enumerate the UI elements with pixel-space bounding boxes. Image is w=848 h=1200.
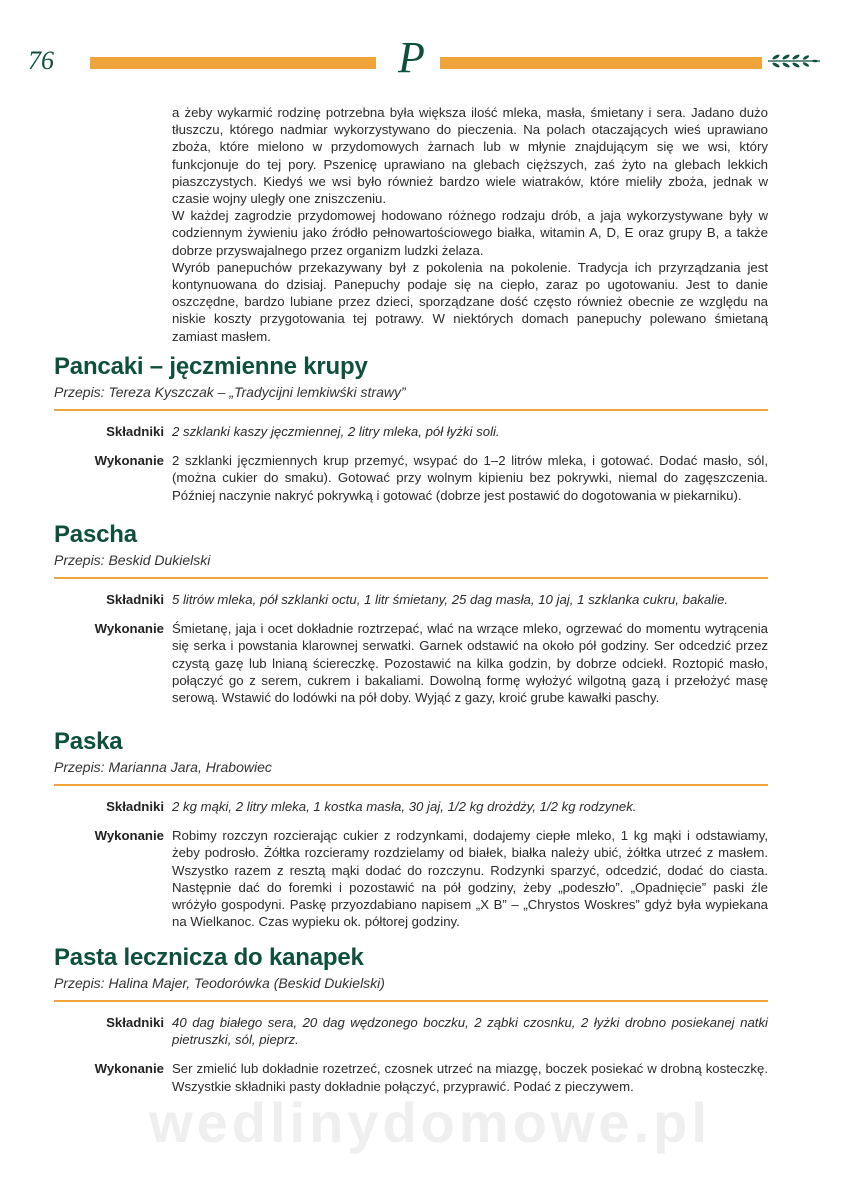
intro-paragraph: a żeby wykarmić rodzinę potrzebna była większa ilość mleka, masła, śmietany i sera. Jadano dużo tłuszczu, którego nadmiar wykorzystywano do pieczenia. Na polach otaczających wieś uprawiano zboża, które mielono w przydomowych żarnach lub w młynie znajdującym się we wsi, który funkcjonuje do tej pory. Pszenicę uprawiano na glebach cięższych, zaś żyto na glebach lekkich piaszczystych. Kiedyś we wsi było również bardzo wiele wiatraków, które mieliły zboża, jednak w czasie wojny uległy one zniszczeniu. — [172, 105, 768, 207]
method-label: Wykonanie — [94, 828, 164, 844]
recipe-pancaki — [54, 352, 768, 504]
page-number: 76 — [28, 46, 54, 75]
recipe-source: Przepis: Marianna Jara, Hrabowiec — [54, 759, 768, 786]
method-text: Ser zmielić lub dokładnie rozetrzeć, czosnek utrzeć na miazgę, boczek posiekać w drobną kosteczkę. Wszystkie składniki pasty dokładnie połączyć, przyprawić. Podać z pieczywem. — [172, 1061, 768, 1094]
header-bar-right — [440, 57, 762, 69]
ingredients-row — [54, 798, 768, 815]
method-label: Wykonanie — [94, 621, 164, 637]
recipe-title: Pasta lecznicza do kanapek — [54, 944, 364, 971]
method-text: Robimy rozczyn rozcierając cukier z rodzynkami, dodajemy ciepłe mleko, 1 kg mąki i odstawiamy, żeby podrosło. Żółtka rozcieramy rozdzielamy od białek, białka należy ubić, żółtka utrzeć z masłem. Wszystko razem z resztą mąki dodać do rozczynu. Rodzynki sparzyć, odcedzić, dodać do ciasta. Następnie dać do foremki i pozostawić na pół godziny, żeby „podeszło”. „Opadnięcie” paski źle wróżyło gospodyni. Paskę przyozdabiano napisem „X B” – „Chrystos Woskres” gdyż była wypiekana na Wielkanoc. Czas wypieku ok. półtorej godziny. — [172, 828, 768, 930]
method-row — [54, 452, 768, 504]
header-bar-left — [90, 57, 376, 69]
ingredients-row — [54, 591, 768, 608]
recipe-title: Pancaki – jęczmienne krupy — [54, 353, 368, 380]
recipe-pascha — [54, 520, 768, 706]
recipe-title: Pascha — [54, 521, 137, 548]
recipe-pasta — [54, 943, 768, 1095]
intro-text — [172, 104, 768, 345]
method-text: Śmietanę, jaja i ocet dokładnie roztrzepać, wlać na wrzące mleko, ogrzewać do momentu wytrącenia się serka i powstania klarownej serwatki. Garnek odstawić na około pół godziny. Ser odcedzić przez czystą gazę lub lnianą ściereczkę. Pozostawić na kilka godzin, by dobrze odciekł. Roztopić masło, połączyć go z serem, cukrem i bakaliami. Dowolną formę wyłożyć wilgotną gazą i przełożyć masę serową. Wstawić do lodówki na pół doby. Wyjąć z gazy, kroić grube kawałki paschy. — [172, 621, 768, 706]
method-label: Wykonanie — [94, 453, 164, 469]
method-row — [54, 620, 768, 706]
ingredients-row — [54, 1014, 768, 1048]
method-label: Wykonanie — [94, 1061, 164, 1077]
ingredients-label: Składniki — [106, 1015, 164, 1030]
page-header — [0, 33, 848, 86]
ingredients-label: Składniki — [106, 592, 164, 607]
watermark: wedlinydomowe.pl — [149, 1091, 711, 1154]
recipe-source: Przepis: Beskid Dukielski — [54, 552, 768, 579]
recipe-paska — [54, 727, 768, 930]
ingredients-text: 40 dag białego sera, 20 dag wędzonego boczku, 2 ząbki czosnku, 2 łyżki drobno posiekanej natki pietruszki, sól, pieprz. — [172, 1015, 768, 1048]
recipe-source: Przepis: Tereza Kyszczak – „Tradycijni lemkiwśki strawy” — [54, 384, 768, 411]
ingredients-label: Składniki — [106, 799, 164, 814]
intro-paragraph: Wyrób panepuchów przekazywany był z pokolenia na pokolenie. Tradycja ich przyrządzania jest kontynuowana do dzisiaj. Panepuchy podaje się na ciepło, zaraz po ugotowaniu. Jest to danie oszczędne, bardzo lubiane przez dzieci, sporządzane dość często również obecnie ze względu na niskie koszty przygotowania tej potrawy. W niektórych domach panepuchy polewano śmietaną zamiast masłem. — [172, 259, 768, 344]
ingredients-label: Składniki — [106, 424, 164, 439]
ingredients-text: 2 kg mąki, 2 litry mleka, 1 kostka masła, 30 jaj, 1/2 kg drożdży, 1/2 kg rodzynek. — [172, 799, 637, 814]
section-letter: P — [398, 33, 425, 82]
recipe-title: Paska — [54, 728, 123, 755]
fern-logo-icon — [766, 48, 822, 74]
ingredients-row — [54, 423, 768, 440]
ingredients-text: 2 szklanki kaszy jęczmiennej, 2 litry mleka, pół łyżki soli. — [172, 424, 500, 439]
method-row — [54, 827, 768, 930]
method-text: 2 szklanki jęczmiennych krup przemyć, wsypać do 1–2 litrów mleka, i gotować. Dodać masło, sól, (można cukier do smaku). Gotować przy wolnym kipieniu bez pokrywki, niemal do zagęszczenia. Później naczynie nakryć pokrywką i gotować (dobrze jest postawić do dogotowania w piekarniku). — [172, 453, 768, 503]
recipe-source: Przepis: Halina Majer, Teodorówka (Beskid Dukielski) — [54, 975, 768, 1002]
intro-paragraph: W każdej zagrodzie przydomowej hodowano różnego rodzaju drób, a jaja wykorzystywane były w codziennym żywieniu jako źródło pełnowartościowego białka, witamin A, D, E oraz grupy B, a także dobrze przyswajalnego przez organizm ludzki żelaza. — [172, 208, 768, 258]
ingredients-text: 5 litrów mleka, pół szklanki octu, 1 litr śmietany, 25 dag masła, 10 jaj, 1 szklanka cukru, bakalie. — [172, 592, 729, 607]
